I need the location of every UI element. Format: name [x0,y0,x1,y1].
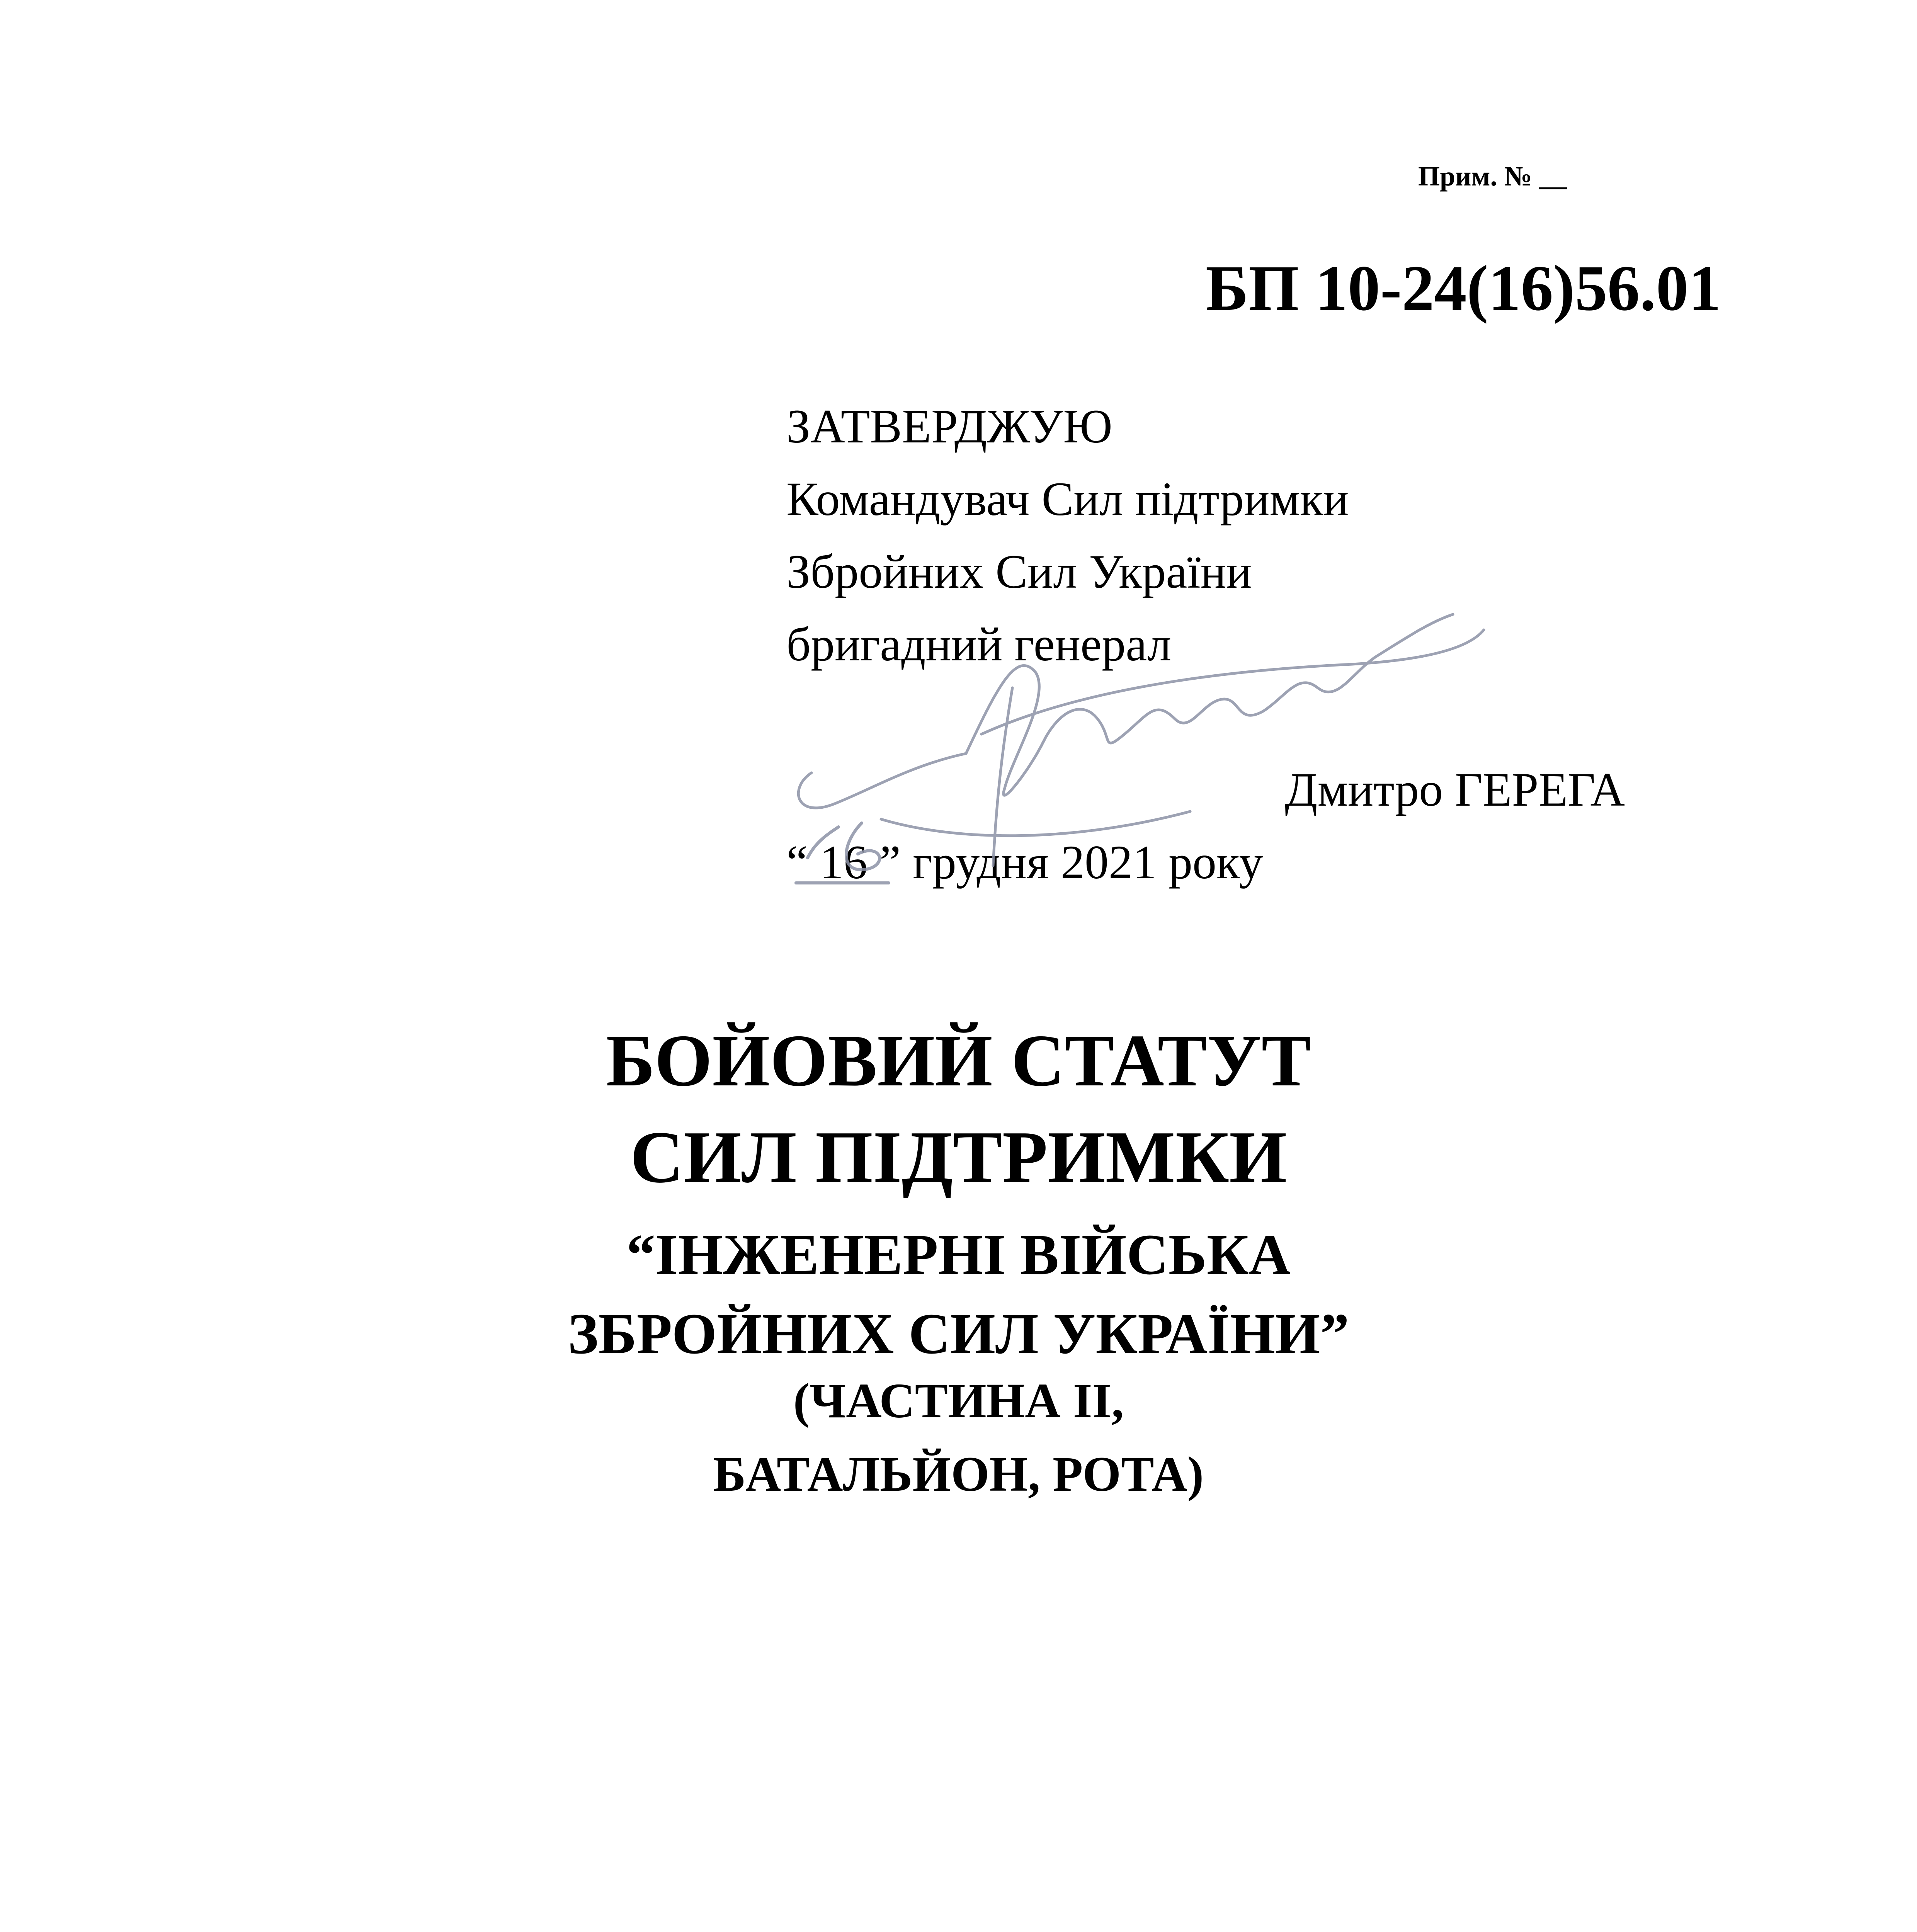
part-line-1: (ЧАСТИНА ІІ, [793,1373,1124,1428]
subtitle-line-1: “ІНЖЕНЕРНІ ВІЙСЬКА [626,1223,1291,1287]
part-line-2: БАТАЛЬЙОН, РОТА) [713,1447,1204,1502]
approver-rank: бригадний генерал [786,618,1172,671]
title-line-1: БОЙОВИЙ СТАТУТ [606,1019,1311,1102]
approval-heading: ЗАТВЕРДЖУЮ [786,400,1112,453]
approver-organization: Збройних Сил України [786,545,1252,598]
main-title [0,1012,1917,1206]
title-line-2: СИЛ ПІДТРИМКИ [630,1116,1287,1198]
document-code: БП 10-24(16)56.01 [1206,252,1721,324]
handwritten-day [773,800,920,889]
subtitle-line-2: ЗБРОЙНИХ СИЛ УКРАЇНИ” [568,1302,1349,1366]
copy-number: Прим. № __ [1418,161,1567,192]
subtitle [0,1215,1917,1374]
approver-name: Дмитро ГЕРЕГА [1285,763,1625,816]
part-label [0,1364,1917,1511]
approver-position: Командувач Сил підтримки [786,473,1349,526]
approval-date: “ 16 ” грудня 2021 року [786,836,1263,889]
